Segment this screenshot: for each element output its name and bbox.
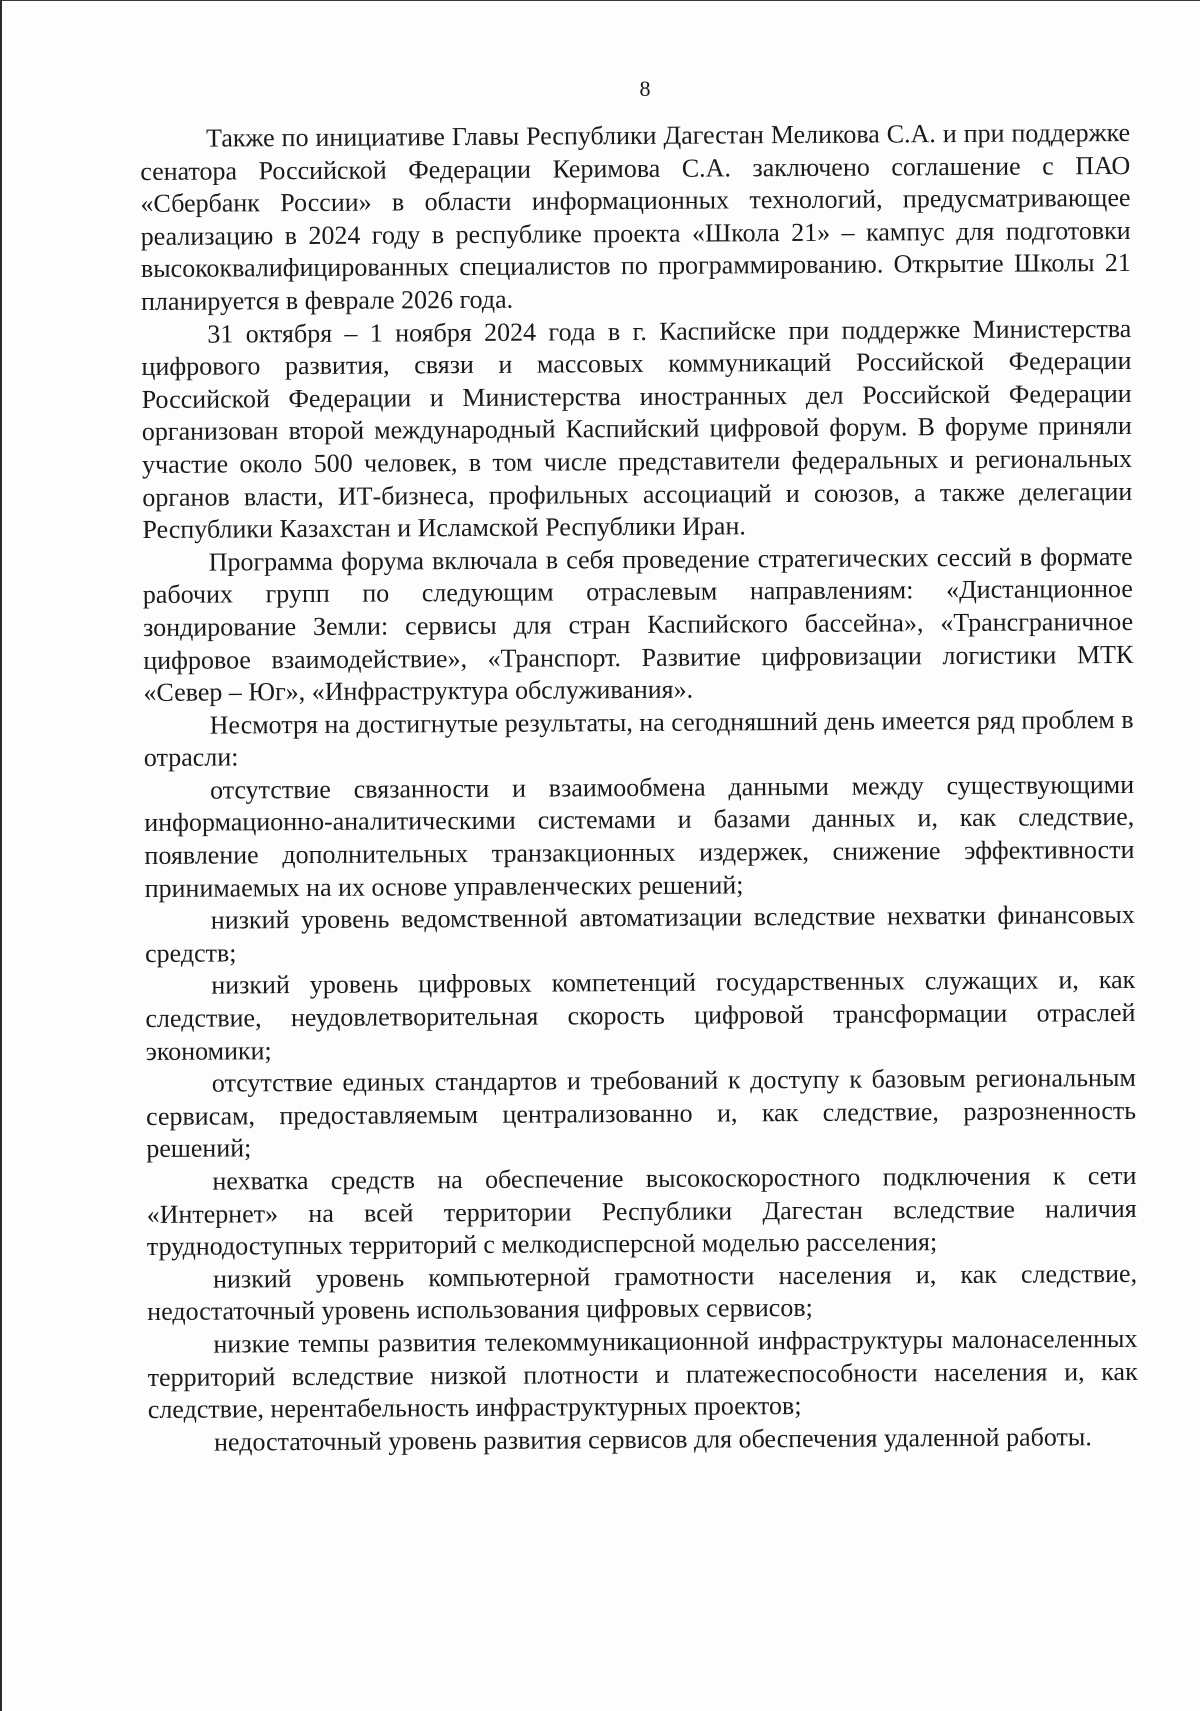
scan-edge-top [0,0,1200,1]
scan-edge-left [0,0,2,1711]
problem-item-competencies: низкий уровень цифровых компетенций государственных служащих и, как следствие, неудовлетворительная скорость цифровой трансформации отраслей экономики; [145,965,1136,1066]
problem-item-literacy: низкий уровень компьютерной грамотности населения и, как следствие, недостаточный уровень использования цифровых сервисов; [147,1258,1138,1327]
problem-item-telecom: низкие темпы развития телекоммуникационной инфраструктуры малонаселенных территорий вследствие низкой плотности и платежеспособности населения и, как следствие, нерентабельность инфраструктурных проектов; [147,1323,1138,1425]
page-number: 8 [639,76,651,101]
document-body [140,117,1138,1459]
paragraph-school21: Также по инициативе Главы Республики Дагестан Меликова С.А. и при поддержке сенатора Российской Федерации Керимова С.А. заключено соглашение с ПАО «Сбербанк России» в области информационных технологий, предусматривающее реализацию в 2024 году в республике проекта «Школа 21» – кампус для подготовки высококвалифицированных специалистов по программированию. Открытие Школы 21 планируется в феврале 2026 года. [140,117,1131,316]
paragraph-forum-program: Программа форума включала в себя проведение стратегических сессий в формате рабочих групп по следующим отраслевым направлениям: «Дистанционное зондирование Земли: сервисы для стран Каспийского бассейна», «Трансграничное цифровое взаимодействие», «Транспорт. Развитие цифровизации логистики МТК «Север – Юг», «Инфраструктура обслуживания». [142,541,1134,708]
paragraph-caspian-forum: 31 октября – 1 ноября 2024 года в г. Каспийске при поддержке Министерства цифрового развития, связи и массовых коммуникаций Российской Федерации Российской Федерации и Министерства иностранных дел Российской Федерации организован второй международный Каспийский цифровой форум. В форуме приняли участие около 500 человек, в том числе представители федеральных и региональных органов власти, ИТ-бизнеса, профильных ассоциаций и союзов, а также делегации Республики Казахстан и Исламской Республики Иран. [141,313,1133,545]
paragraph-problems-intro: Несмотря на достигнутые результаты, на сегодняшний день имеется ряд проблем в отрасли: [143,704,1134,773]
problem-item-automation: низкий уровень ведомственной автоматизации вследствие нехватки финансовых средств; [144,900,1135,968]
problem-item-standards: отсутствие единых стандартов и требований к доступу к базовым региональным сервисам, предоставляемым централизованно и, как следствие, разрозненность решений; [145,1063,1137,1164]
problem-item-internet: нехватка средств на обеспечение высокоскоростного подключения к сети «Интернет» на всей территории Республики Дагестан вследствие наличия труднодоступных территорий с мелкодисперсной моделью расселения; [146,1160,1137,1262]
problem-item-remote-work: недостаточный уровень развития сервисов для обеспечения удаленной работы. [213,1421,1092,1457]
problem-item-data-exchange: отсутствие связанности и взаимообмена данными между существующими информационно-аналитическими системами и базами данных и, как следствие, появление дополнительных транзакционных издержек, снижение эффективности принимаемых на их основе управленческих решений; [144,769,1135,903]
